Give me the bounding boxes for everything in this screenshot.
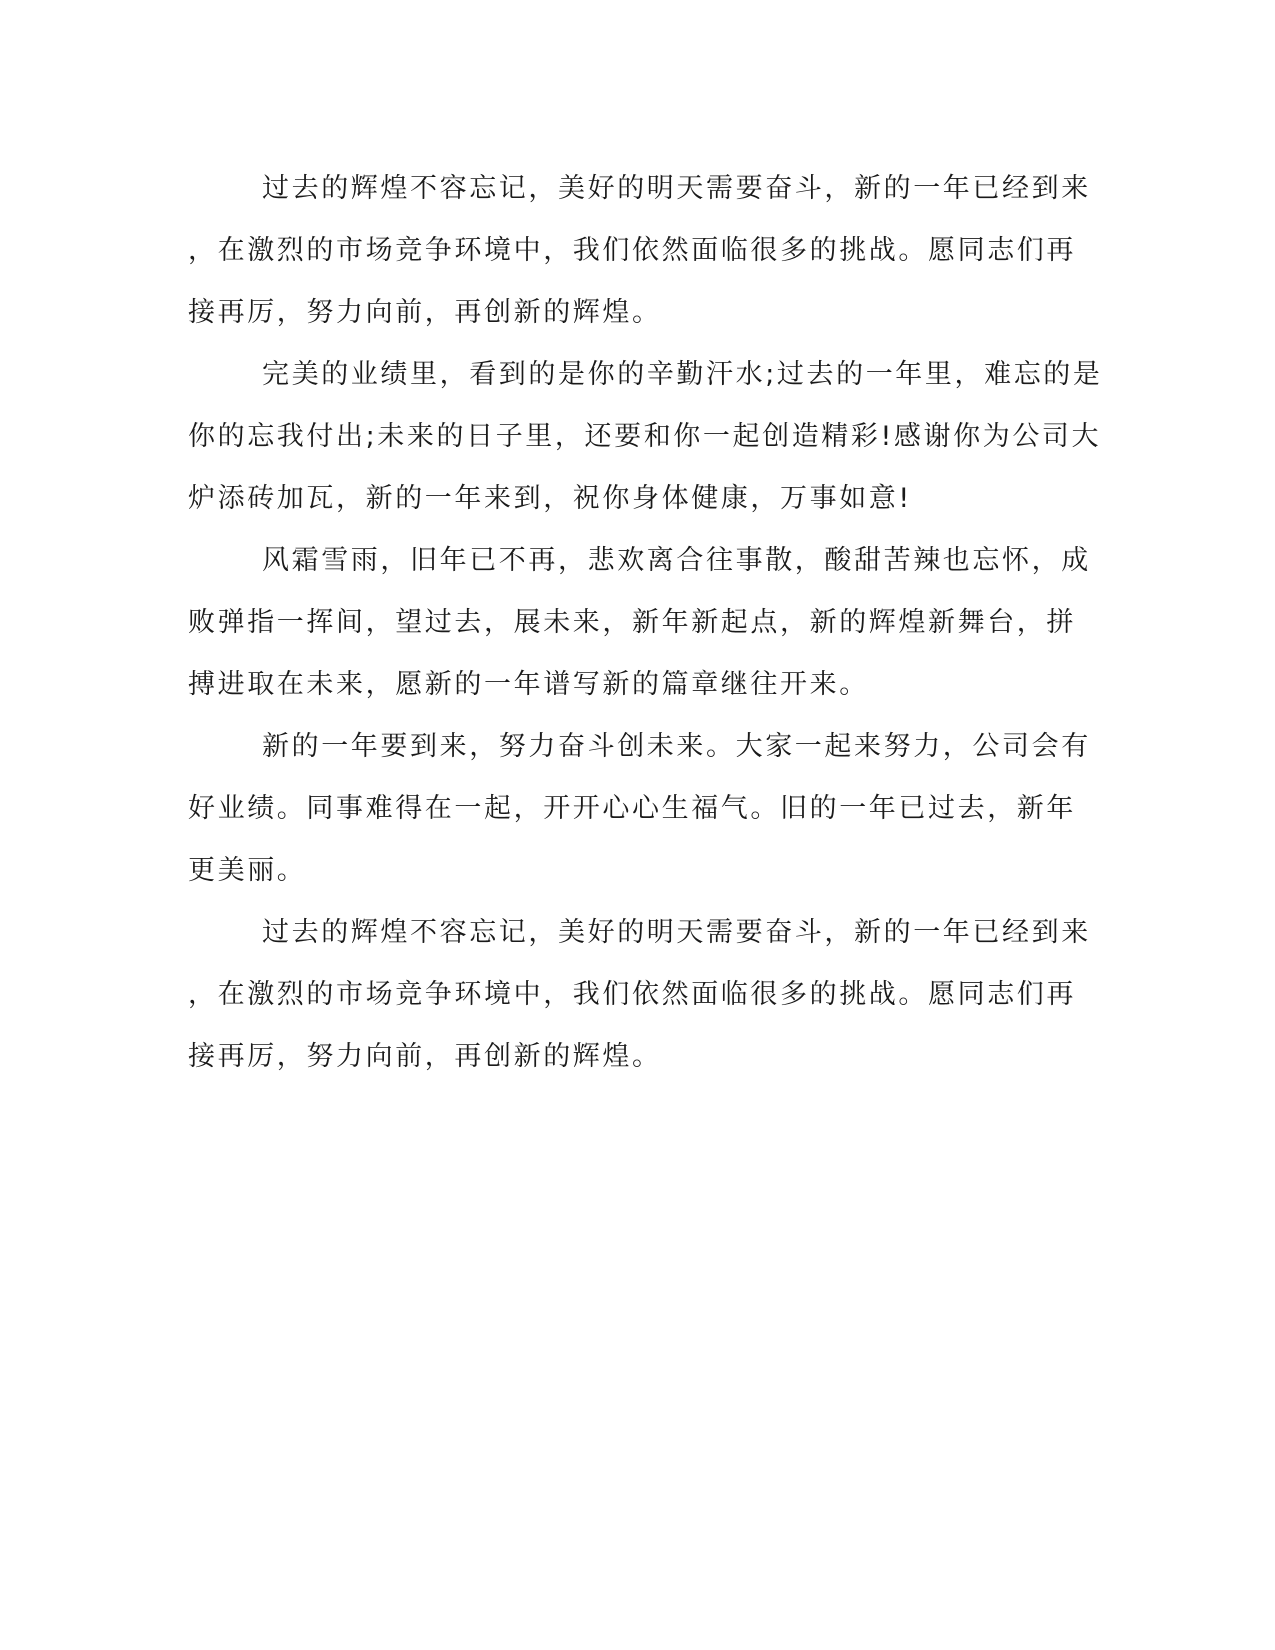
paragraph-line: ，在激烈的市场竞争环境中，我们依然面临很多的挑战。愿同志们再 [188, 235, 1076, 266]
paragraph-line: 接再厉，努力向前，再创新的辉煌。 [188, 1041, 662, 1072]
paragraph-3 [188, 530, 1091, 716]
paragraph-line: 新的一年要到来，努力奋斗创未来。大家一起来努力，公司会有 [262, 731, 1091, 762]
paragraph-4 [188, 716, 1091, 902]
paragraph-5 [188, 902, 1091, 1088]
paragraph-line: 好业绩。同事难得在一起，开开心心生福气。旧的一年已过去，新年 [188, 793, 1076, 824]
paragraph-line: ，在激烈的市场竞争环境中，我们依然面临很多的挑战。愿同志们再 [188, 979, 1076, 1010]
paragraph-line: 过去的辉煌不容忘记，美好的明天需要奋斗，新的一年已经到来 [262, 917, 1091, 948]
paragraph-line: 完美的业绩里，看到的是你的辛勤汗水;过去的一年里，难忘的是 [262, 359, 1103, 390]
paragraph-line: 过去的辉煌不容忘记，美好的明天需要奋斗，新的一年已经到来 [262, 173, 1091, 204]
paragraph-line: 风霜雪雨，旧年已不再，悲欢离合往事散，酸甜苦辣也忘怀，成 [262, 545, 1091, 576]
paragraph-line: 你的忘我付出;未来的日子里，还要和你一起创造精彩!感谢你为公司大 [188, 421, 1102, 452]
paragraph-line: 炉添砖加瓦，新的一年来到，祝你身体健康，万事如意! [188, 483, 912, 514]
paragraph-1 [188, 158, 1091, 344]
paragraph-line: 更美丽。 [188, 855, 307, 886]
document-body [188, 158, 1103, 1088]
paragraph-2 [188, 344, 1103, 530]
paragraph-line: 接再厉，努力向前，再创新的辉煌。 [188, 297, 662, 328]
paragraph-line: 搏进取在未来，愿新的一年谱写新的篇章继往开来。 [188, 669, 869, 700]
paragraph-line: 败弹指一挥间，望过去，展未来，新年新起点，新的辉煌新舞台，拼 [188, 607, 1076, 638]
